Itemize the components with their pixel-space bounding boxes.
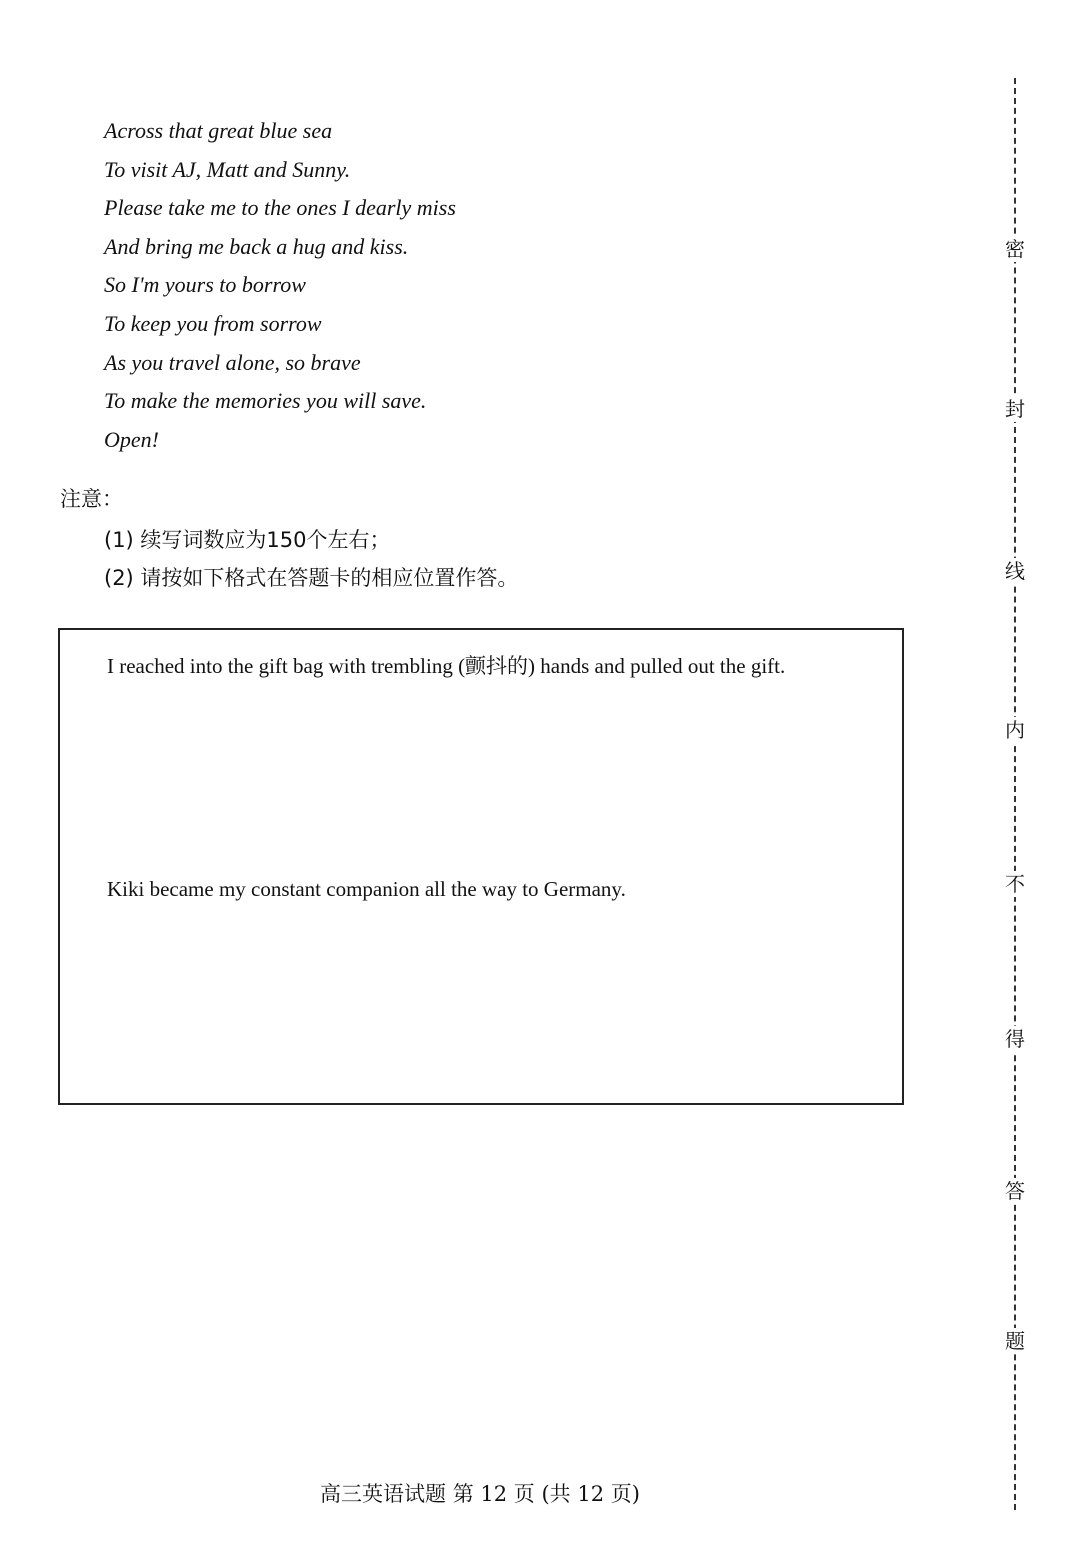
seal-char: 不 [1002, 871, 1028, 897]
seal-char: 答 [1002, 1178, 1028, 1204]
poem-line: To visit AJ, Matt and Sunny. [104, 156, 351, 182]
notes-heading: 注意： [60, 487, 123, 511]
seal-char: 封 [1002, 396, 1028, 422]
seal-char: 得 [1002, 1026, 1028, 1052]
seal-dashed-line [1014, 78, 1016, 1510]
seal-char: 题 [1002, 1328, 1028, 1354]
page-footer: 高三英语试题 第 12 页 (共 12 页) [320, 1482, 640, 1506]
poem-line: To make the memories you will save. [104, 388, 427, 414]
poem-line: Please take me to the ones I dearly miss [104, 195, 456, 221]
poem-line: Across that great blue sea [104, 118, 333, 143]
seal-char: 密 [1002, 236, 1028, 262]
poem [104, 112, 456, 459]
answer-box [58, 628, 904, 1105]
poem-line: And bring me back a hug and kiss. [104, 233, 409, 259]
poem-line: So I'm yours to borrow [104, 272, 306, 298]
poem-line: Open! [104, 426, 159, 452]
seal-char: 内 [1002, 717, 1028, 743]
notes-list [104, 524, 518, 600]
paragraph-one-opening: I reached into the gift bag with trembling (颤抖的) hands and pulled out the gift. [107, 654, 786, 678]
poem-line: To keep you from sorrow [104, 310, 322, 336]
note-item-word-count: (1) 续写词数应为150个左右； [104, 528, 391, 552]
poem-line: As you travel alone, so brave [104, 349, 361, 375]
note-item-format: (2) 请按如下格式在答题卡的相应位置作答。 [104, 566, 519, 590]
seal-char: 线 [1002, 558, 1028, 584]
paragraph-two-opening: Kiki became my constant companion all the way to Germany. [107, 877, 626, 901]
